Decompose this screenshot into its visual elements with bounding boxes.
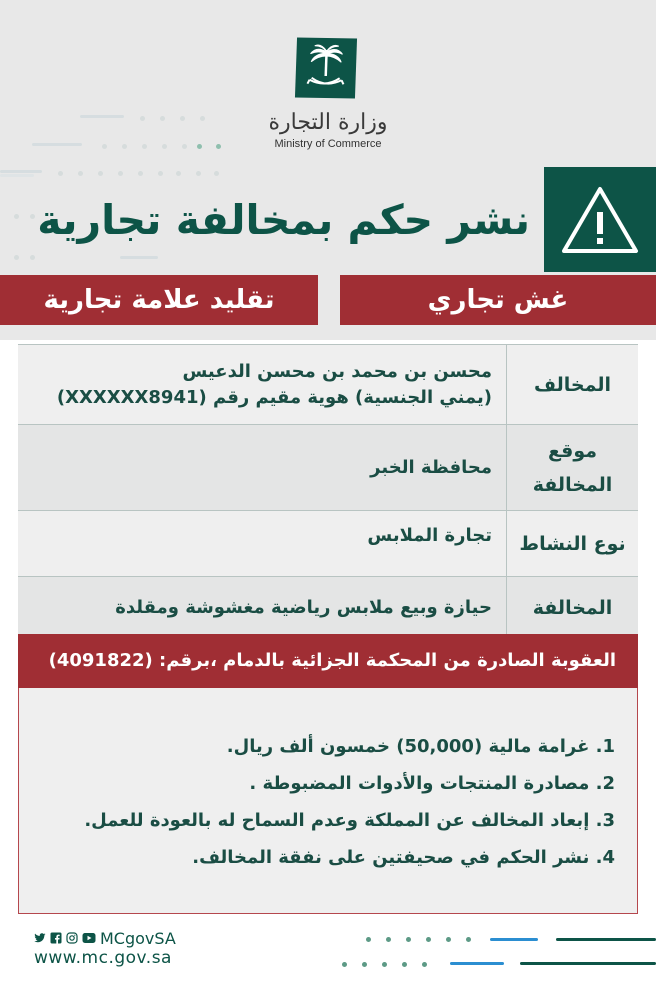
penalty-item: 4. نشر الحكم في صحيفتين على نفقة المخالف.	[192, 847, 615, 868]
row-label: نوع النشاط	[506, 511, 638, 576]
social-links	[34, 928, 176, 948]
activity-value: تجارة الملابس	[367, 525, 492, 546]
penalty-body	[18, 688, 638, 914]
penalty-item: 1. غرامة مالية (50,000) خمسون ألف ريال.	[226, 736, 615, 757]
table-row-violator	[18, 345, 638, 425]
instagram-icon[interactable]	[66, 932, 78, 944]
row-label-line: موقع	[547, 439, 598, 462]
table-row-violation	[18, 577, 638, 639]
table-row-location	[18, 425, 638, 511]
violator-id: (يمني الجنسية) هوية مقيم رقم (XXXXXX8941)	[56, 386, 492, 408]
row-label: المخالف	[506, 345, 638, 424]
social-handle[interactable]: MCgovSA	[100, 928, 176, 948]
ministry-name-english: Ministry of Commerce	[274, 138, 382, 150]
table-row-activity	[18, 511, 638, 577]
row-label: المخالفة	[506, 577, 638, 638]
palm-swords-emblem-icon	[295, 37, 357, 98]
penalty-list	[29, 728, 615, 876]
tag-trademark-imitation: تقليد علامة تجارية	[0, 275, 318, 325]
penalty-header: العقوبة الصادرة من المحكمة الجزائية بالدمام ،برقم: (4091822)	[18, 634, 638, 688]
row-label-line: المخالفة	[532, 473, 613, 496]
tag-commercial-fraud: غش تجاري	[340, 275, 656, 325]
page-title: نشر حكم بمخالفة تجارية	[37, 196, 530, 244]
location-value: محافظة الخبر	[370, 456, 492, 478]
warning-triangle-icon	[544, 167, 656, 272]
violator-name: محسن بن محمد بن محسن الدعيس	[182, 360, 492, 382]
row-label	[506, 425, 638, 510]
violation-value: حيازة وبيع ملابس رياضية مغشوشة ومقلدة	[115, 596, 492, 618]
violation-details-table	[18, 344, 638, 639]
ministry-name-arabic: وزارة التجارة	[268, 110, 388, 135]
penalty-item: 2. مصادرة المنتجات والأدوات المضبوطة .	[249, 773, 615, 794]
facebook-icon[interactable]	[50, 932, 62, 944]
twitter-icon[interactable]	[34, 932, 46, 944]
penalty-item: 3. إبعاد المخالف عن المملكة وعدم السماح له بالعودة للعمل.	[84, 810, 615, 831]
website-link[interactable]: www.mc.gov.sa	[34, 948, 172, 968]
violator-value	[18, 345, 506, 424]
youtube-icon[interactable]	[82, 932, 96, 944]
alert-box	[544, 167, 656, 272]
ministry-logo	[268, 38, 398, 158]
